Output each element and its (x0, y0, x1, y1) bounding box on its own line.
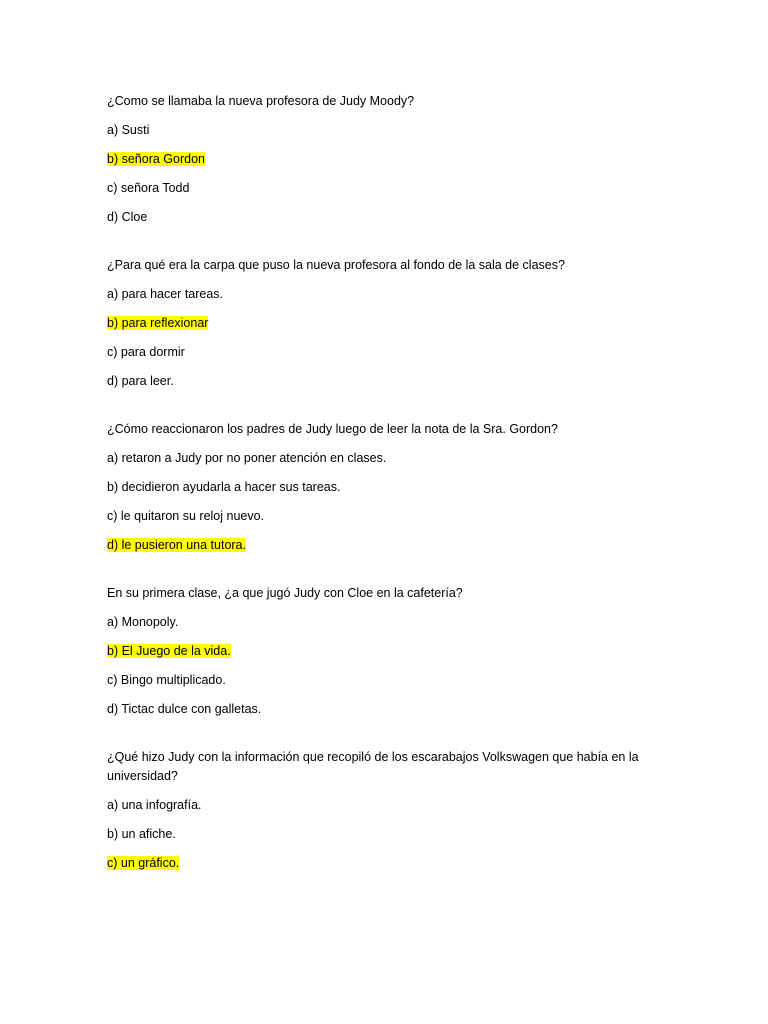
answer-text: b) decidieron ayudarla a hacer sus tareas. (107, 480, 341, 494)
question-text: ¿Como se llamaba la nueva profesora de Judy Moody? (107, 94, 415, 108)
answer-text: c) un gráfico. (107, 856, 180, 870)
answer-option (107, 285, 658, 304)
answer-text: c) Bingo multiplicado. (107, 673, 226, 687)
answer-option-highlighted (107, 642, 658, 661)
answer-option-highlighted (107, 314, 658, 333)
answer-text: b) El Juego de la vida. (107, 644, 231, 658)
answer-option (107, 121, 658, 140)
answer-text: c) señora Todd (107, 181, 190, 195)
answer-text: d) le pusieron una tutora. (107, 538, 246, 552)
answer-option (107, 613, 658, 632)
answer-text: d) para leer. (107, 374, 174, 388)
answer-text: c) para dormir (107, 345, 185, 359)
question-text: ¿Qué hizo Judy con la información que recopiló de los escarabajos Volkswagen que había en la universidad? (107, 750, 639, 783)
answer-option (107, 208, 658, 227)
question-text: ¿Para qué era la carpa que puso la nueva profesora al fondo de la sala de clases? (107, 258, 565, 272)
answer-option-highlighted (107, 854, 658, 873)
answer-option (107, 507, 658, 526)
question-block-5 (107, 748, 658, 873)
answer-option (107, 179, 658, 198)
answer-text: b) un afiche. (107, 827, 176, 841)
answer-text: a) para hacer tareas. (107, 287, 224, 301)
answer-text: a) una infografía. (107, 798, 202, 812)
answer-text: a) retaron a Judy por no poner atención en clases. (107, 451, 387, 465)
answer-text: a) Monopoly. (107, 615, 179, 629)
question-block-2 (107, 256, 658, 391)
answer-option (107, 449, 658, 468)
question-block-4 (107, 584, 658, 719)
answer-text: a) Susti (107, 123, 150, 137)
answer-option (107, 796, 658, 815)
answer-option (107, 825, 658, 844)
answer-option (107, 372, 658, 391)
answer-option (107, 478, 658, 497)
answer-text: c) le quitaron su reloj nuevo. (107, 509, 265, 523)
answer-text: d) Cloe (107, 210, 148, 224)
answer-option (107, 343, 658, 362)
answer-option-highlighted (107, 536, 658, 555)
answer-option-highlighted (107, 150, 658, 169)
question-text: ¿Cómo reaccionaron los padres de Judy luego de leer la nota de la Sra. Gordon? (107, 422, 558, 436)
answer-option (107, 671, 658, 690)
answer-option (107, 700, 658, 719)
question-block-3 (107, 420, 658, 555)
question-text: En su primera clase, ¿a que jugó Judy con Cloe en la cafetería? (107, 586, 463, 600)
question-block-1 (107, 92, 658, 227)
answer-text: b) señora Gordon (107, 152, 205, 166)
answer-text: b) para reflexionar (107, 316, 209, 330)
answer-text: d) Tictac dulce con galletas. (107, 702, 262, 716)
